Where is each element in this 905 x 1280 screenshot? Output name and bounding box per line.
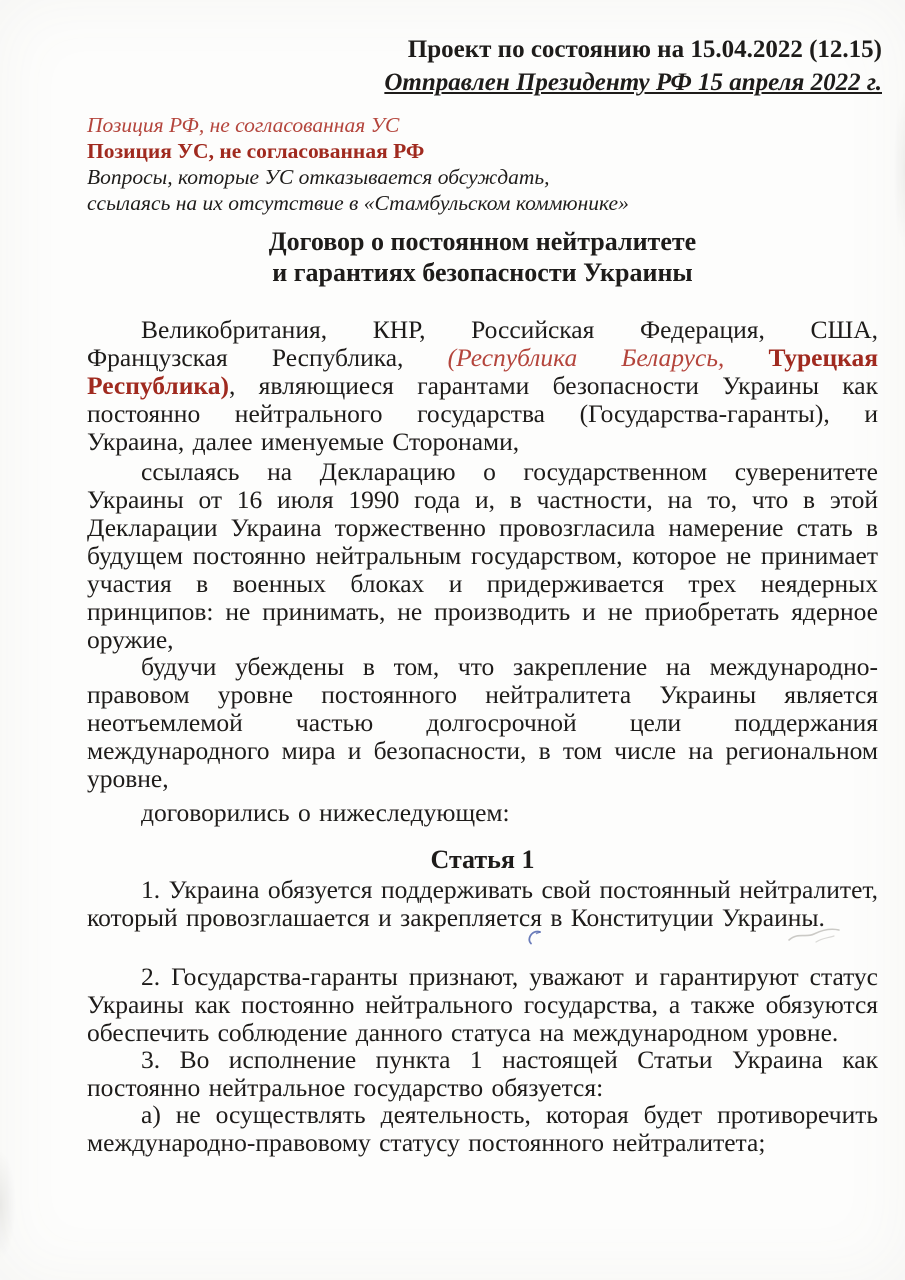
draft-status-line: Проект по состоянию на 15.04.2022 (12.15) [407,36,882,63]
us-insert-turkey: Турецкая Республика) [87,343,878,400]
document-title-line2: и гарантиях безопасности Украины [272,257,693,287]
document-header [384,33,882,99]
document-title [87,227,878,288]
rf-insert-belarus: (Республика Беларусь, [447,343,769,372]
scan-edge-smudge-right [893,90,905,250]
article-1-heading: Статья 1 [430,845,535,874]
article-1-item-1: 1. Украина обязуется поддерживать свой постоянный нейтралитет, который провозглашается и закрепляется в Конституции Украины. [87,875,878,932]
preamble-paragraph-agreed: договорились о нижеследующем: [141,798,510,827]
legend-us-position: Позиция УС, не согласованная РФ [87,139,425,163]
preamble-paragraph-declaration: ссылаясь на Декларацию о государственном суверенитете Украины от 16 июля 1990 года и, в частности, на то, что в этой Декларации Украина торжественно провозгласила намерение стать в будущем постоянно нейтральным государством, которое не принимает участия в военных блоках и придерживается трех неядерных принципов: не принимать, не производить и не приобретать ядерное оружие, [87,457,878,654]
legend-issues-line1: Вопросы, которые УС отказывается обсуждать, [87,165,550,189]
sent-to-president-line: Отправлен Президенту РФ 15 апреля 2022 г. [384,69,882,96]
blue-pen-mark-icon [524,928,546,952]
article-1-item-2: 2. Государства-гаранты признают, уважают и гарантируют статус Украины как постоянно нейтрального государства, а также обязуются обеспечить соблюдение данного статуса на международном уровне. [87,962,878,1047]
document-title-line1: Договор о постоянном нейтралитете [268,227,697,256]
article-1-item-4: а) не осуществлять деятельность, которая будет противоречить международно-правовому статусу постоянного нейтралитета; [87,1100,878,1157]
parties-text-end: , являющиеся гарантами безопасности Украины как постоянно нейтрального государства (Государства-гаранты), и Украина, далее именуемые Сторонами, [87,371,878,456]
pencil-scribble-icon [786,922,842,950]
legend-rf-position: Позиция РФ, не согласованная УС [87,113,400,137]
parties-text-start: Великобритания, КНР, Российская Федерация, США, Французская Республика, [87,315,878,372]
preamble-paragraph-parties [87,316,878,456]
scan-edge-smudge-left [0,1150,16,1260]
markup-legend [87,112,629,216]
article-1-item-3: 3. Во исполнение пункта 1 настоящей Статьи Украина как постоянно нейтральное государство обязуется: [87,1045,878,1102]
preamble-paragraph-conviction: будучи убеждены в том, что закрепление на международно-правовом уровне постоянного нейтралитета Украины является неотъемлемой частью долгосрочной цели поддержания международного мира и безопасности, в том числе на региональном уровне, [87,652,878,793]
legend-issues-line2: ссылаясь на их отсутствие в «Стамбульском коммюнике» [87,191,629,215]
